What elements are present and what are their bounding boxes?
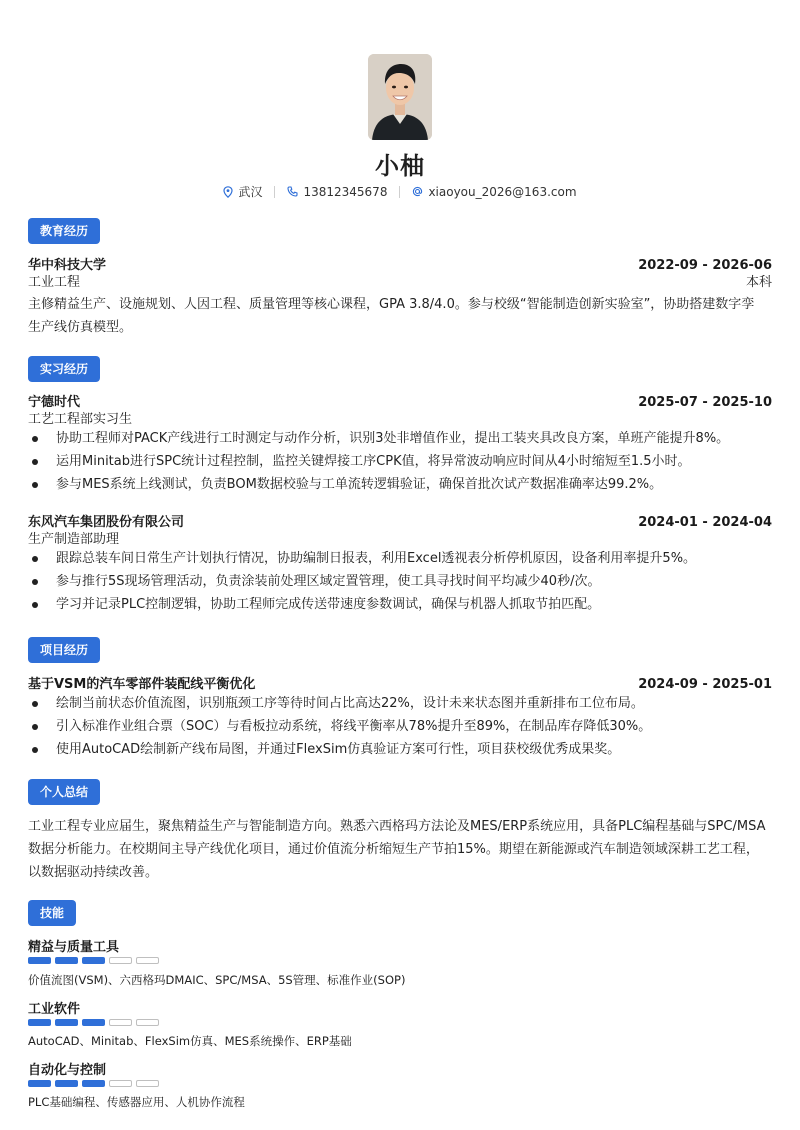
bullet-text: 运用Minitab进行SPC统计过程控制，监控关键焊接工序CPK值，将异常波动响应时间从4小时缩短至1.5小时。 bbox=[56, 454, 691, 469]
list-item bbox=[28, 715, 772, 738]
bullet-dot-icon bbox=[32, 579, 38, 585]
bullet-dot-icon bbox=[32, 701, 38, 707]
internship-dates: 2024-01 - 2024-04 bbox=[638, 515, 772, 530]
skill-segment-filled bbox=[28, 1080, 51, 1087]
skill-segment-empty bbox=[109, 1019, 132, 1026]
bullet-text: 参与MES系统上线测试，负责BOM数据校验与工单流转逻辑验证，确保首批次试产数据准确率达99.2%。 bbox=[56, 477, 663, 492]
skill-segment-filled bbox=[28, 1019, 51, 1026]
internship-role-row bbox=[28, 528, 772, 547]
project-title: 基于VSM的汽车零部件装配线平衡优化 bbox=[28, 677, 256, 692]
location-pin-icon bbox=[223, 186, 233, 198]
section-label-summary: 个人总结 bbox=[28, 779, 100, 805]
contact-divider bbox=[399, 186, 400, 198]
education-dates: 2022-09 - 2026-06 bbox=[638, 258, 772, 273]
bullet-dot-icon bbox=[32, 482, 38, 488]
list-item bbox=[28, 427, 772, 450]
bullet-text: 学习并记录PLC控制逻辑，协助工程师完成传送带速度参数调试，确保与机器人抓取节拍匹配。 bbox=[56, 597, 601, 612]
internship-dates: 2025-07 - 2025-10 bbox=[638, 395, 772, 410]
avatar-photo bbox=[368, 54, 432, 140]
company-name: 宁德时代 bbox=[28, 395, 81, 410]
skill-segment-filled bbox=[82, 1019, 105, 1026]
summary-line: 数据分析能力。在校期间主导产线优化项目，通过价值流分析缩短生产节拍15%。期望在新能源或汽车制造领域深耕工艺工程， bbox=[28, 842, 759, 857]
skill-segment-empty bbox=[136, 1019, 159, 1026]
bullet-dot-icon bbox=[32, 436, 38, 442]
section-label-education: 教育经历 bbox=[28, 218, 100, 244]
skill-segment-empty bbox=[136, 1080, 159, 1087]
contact-phone bbox=[287, 185, 387, 199]
project-row bbox=[28, 673, 772, 692]
bullet-dot-icon bbox=[32, 556, 38, 562]
school-name: 华中科技大学 bbox=[28, 258, 107, 273]
skill-segment-filled bbox=[28, 957, 51, 964]
list-item bbox=[28, 738, 772, 761]
skill-name: 工业软件 bbox=[28, 1002, 81, 1017]
education-description-line: 主修精益生产、设施规划、人因工程、质量管理等核心课程，GPA 3.8/4.0。参与校级“智能制造创新实验室”，协助搭建数字孪 bbox=[28, 297, 755, 312]
skill-name: 自动化与控制 bbox=[28, 1063, 107, 1078]
list-item bbox=[28, 450, 772, 473]
bullet-text: 引入标准作业组合票（SOC）与看板拉动系统，将线平衡率从78%提升至89%，在制品库存降低30%。 bbox=[56, 719, 652, 734]
internship-bullets bbox=[28, 427, 772, 496]
major: 工业工程 bbox=[28, 275, 81, 290]
education-description-line: 生产线仿真模型。 bbox=[28, 320, 133, 335]
education-detail-row bbox=[28, 271, 772, 290]
bullet-text: 绘制当前状态价值流图，识别瓶颈工序等待时间占比高达22%，设计未来状态图并重新排布工位布局。 bbox=[56, 696, 644, 711]
summary-line: 以数据驱动持续改善。 bbox=[28, 865, 159, 880]
bullet-text: 跟踪总装车间日常生产计划执行情况，协助编制日报表，利用Excel透视表分析停机原因，设备利用率提升5%。 bbox=[56, 551, 697, 566]
skill-name: 精益与质量工具 bbox=[28, 940, 120, 955]
phone-icon bbox=[287, 186, 298, 197]
degree: 本科 bbox=[745, 275, 772, 290]
skill-detail: AutoCAD、Minitab、FlexSim仿真、MES系统操作、ERP基础 bbox=[28, 1034, 352, 1048]
list-item bbox=[28, 570, 772, 593]
list-item bbox=[28, 593, 772, 616]
contact-email bbox=[412, 185, 576, 199]
skill-segment-filled bbox=[55, 957, 78, 964]
bullet-dot-icon bbox=[32, 459, 38, 465]
internship-bullets bbox=[28, 547, 772, 616]
contact-email-text[interactable]: xiaoyou_2026@163.com bbox=[428, 184, 577, 199]
list-item bbox=[28, 692, 772, 715]
summary-line: 工业工程专业应届生，聚焦精益生产与智能制造方向。熟悉六西格玛方法论及MES/ERP系统应用，具备PLC编程基础与SPC/MSA bbox=[28, 819, 766, 834]
contact-bar bbox=[0, 183, 800, 200]
email-at-icon bbox=[412, 186, 423, 197]
list-item bbox=[28, 473, 772, 496]
skill-segment-filled bbox=[55, 1080, 78, 1087]
skill-detail: 价值流图(VSM)、六西格玛DMAIC、SPC/MSA、5S管理、标准作业(SOP) bbox=[28, 973, 406, 987]
skill-segment-empty bbox=[109, 1080, 132, 1087]
skill-level-bar bbox=[28, 957, 159, 964]
candidate-name: 小柚 bbox=[375, 152, 425, 180]
contact-location-text: 武汉 bbox=[238, 185, 263, 199]
bullet-text: 协助工程师对PACK产线进行工时测定与动作分析，识别3处非增值作业，提出工装夹具改良方案，单班产能提升8%。 bbox=[56, 431, 730, 446]
summary-text bbox=[28, 815, 772, 884]
bullet-dot-icon bbox=[32, 747, 38, 753]
bullet-text: 使用AutoCAD绘制新产线布局图，并通过FlexSim仿真验证方案可行性，项目获校级优秀成果奖。 bbox=[56, 742, 621, 757]
internship-role-row bbox=[28, 408, 772, 427]
bullet-dot-icon bbox=[32, 602, 38, 608]
company-name: 东风汽车集团股份有限公司 bbox=[28, 515, 185, 530]
contact-location bbox=[223, 183, 262, 200]
internship-role: 生产制造部助理 bbox=[28, 532, 120, 547]
bullet-dot-icon bbox=[32, 724, 38, 730]
education-description bbox=[28, 293, 772, 339]
skill-segment-filled bbox=[82, 1080, 105, 1087]
skill-detail: PLC基础编程、传感器应用、人机协作流程 bbox=[28, 1095, 245, 1109]
section-label-projects: 项目经历 bbox=[28, 637, 100, 663]
section-label-skills: 技能 bbox=[28, 900, 76, 926]
skill-segment-empty bbox=[136, 957, 159, 964]
bullet-text: 参与推行5S现场管理活动，负责涂装前处理区域定置管理，使工具寻找时间平均减少40秒/次。 bbox=[56, 574, 601, 589]
skill-segment-filled bbox=[82, 957, 105, 964]
contact-phone-text[interactable]: 13812345678 bbox=[303, 184, 388, 199]
list-item bbox=[28, 547, 772, 570]
section-label-internships: 实习经历 bbox=[28, 356, 100, 382]
project-dates: 2024-09 - 2025-01 bbox=[638, 677, 772, 692]
skill-segment-empty bbox=[109, 957, 132, 964]
skill-level-bar bbox=[28, 1019, 159, 1026]
internship-role: 工艺工程部实习生 bbox=[28, 412, 133, 427]
skill-level-bar bbox=[28, 1080, 159, 1087]
skill-segment-filled bbox=[55, 1019, 78, 1026]
project-bullets bbox=[28, 692, 772, 761]
contact-divider bbox=[274, 186, 275, 198]
